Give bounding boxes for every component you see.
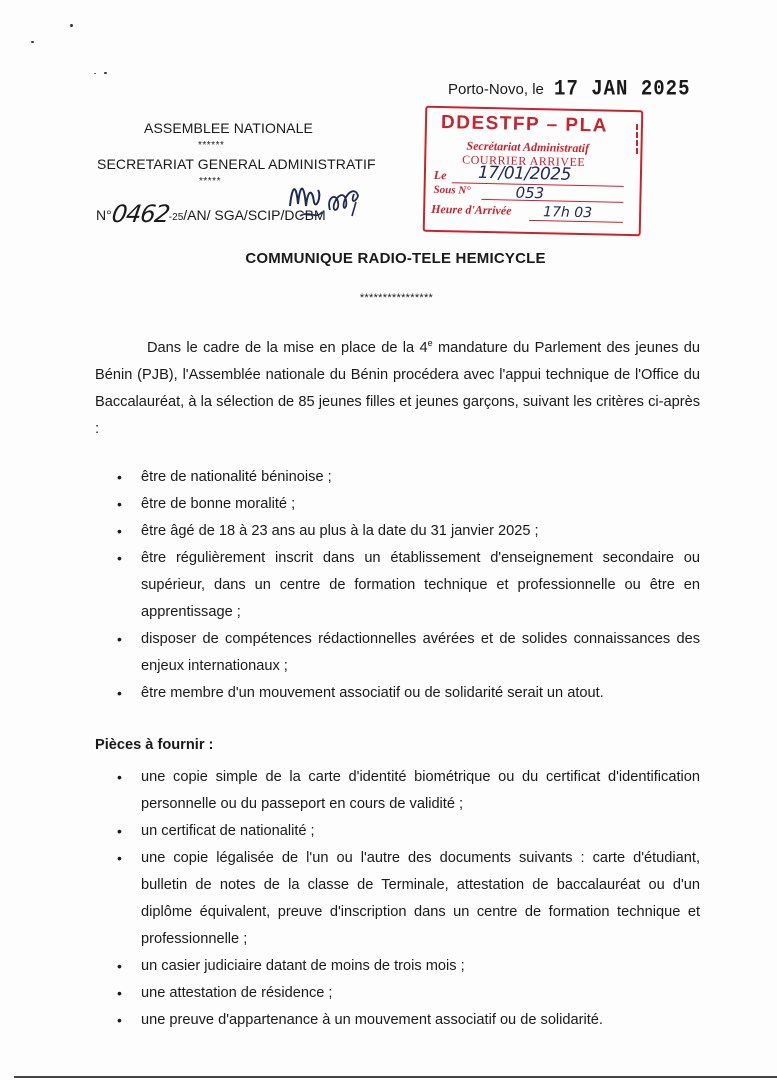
list-item: • une copie simple de la carte d'identité biométrique ou du certificat d'identification personnelle ou du passeport en cours de validité ;	[95, 764, 700, 818]
handwritten-initials	[282, 176, 378, 224]
reception-stamp	[423, 106, 644, 237]
ref-suffix: /AN/ SGA/SCIP/DCBM	[183, 207, 326, 223]
stamp-handwritten-number: 053	[515, 183, 545, 203]
intro-text-end: mandature du Parlement des jeunes du Bénin (PJB), l'Assemblée nationale du Bénin procédera avec l'appui technique de l'Office du Baccalauréat, à la sélection de 85 jeunes filles et jeunes garçons, suivant les critères ci-après :	[95, 339, 700, 437]
ref-handwritten-number: 0462	[109, 200, 171, 228]
page-bottom-edge	[14, 1076, 777, 1078]
scan-speck	[104, 72, 107, 74]
ref-prefix: N°	[96, 207, 112, 223]
stamp-handwritten-date: 17/01/2025	[477, 162, 572, 185]
stamp-edge-mark	[636, 124, 640, 154]
intro-text-start: Dans le cadre de la mise en place de la 4	[147, 339, 428, 356]
stamp-date-label: Le	[433, 167, 447, 183]
date-label: Porto-Novo, le	[448, 81, 544, 98]
list-item: • être de bonne moralité ;	[95, 491, 700, 518]
stamp-courrier: COURRIER ARRIVEE	[462, 152, 586, 170]
title-separator-stars: ****************	[359, 292, 434, 304]
document-title: COMMUNIQUE RADIO-TELE HEMICYCLE	[245, 250, 546, 267]
stamp-handwritten-time: 17h 03	[542, 204, 593, 222]
list-item: • être âgé de 18 à 23 ans au plus à la date du 31 janvier 2025 ;	[95, 518, 700, 545]
list-item: • disposer de compétences rédactionnelles avérées et de solides connaissances des enjeux internationaux ;	[95, 626, 700, 680]
stamp-number-rule	[481, 199, 623, 203]
stamp-title: DDESTFP – PLA	[440, 112, 609, 137]
list-item: • un casier judiciaire datant de moins de trois mois ;	[95, 953, 700, 980]
scan-speck	[94, 73, 96, 74]
secretariat-name: SECRETARIAT GENERAL ADMINISTRATIF	[97, 156, 376, 172]
stamp-number-label: Sous N°	[433, 183, 471, 197]
ref-year: -25	[168, 212, 184, 223]
org-stars: ******	[198, 140, 225, 151]
scan-speck	[31, 41, 34, 43]
intro-paragraph	[95, 330, 700, 443]
org-name: ASSEMBLEE NATIONALE	[144, 120, 313, 136]
stamped-date: 17 JAN 2025	[554, 76, 691, 102]
intro-ordinal: e	[427, 338, 433, 348]
pieces-list	[95, 764, 700, 1034]
list-item: • être régulièrement inscrit dans un établissement d'enseignement secondaire ou supérieur, dans un centre de formation technique et professionnelle ou être en apprentissage ;	[95, 545, 700, 626]
stamp-time-label: Heure d'Arrivée	[431, 201, 512, 218]
pieces-heading: Pièces à fournir :	[95, 737, 214, 753]
stamp-subtitle: Secrétariat Administratif	[466, 138, 590, 156]
criteria-list	[95, 464, 700, 707]
list-item: • une copie légalisée de l'un ou l'autre des documents suivants : carte d'étudiant, bulletin de notes de la classe de Terminale, attestation de baccalauréat ou d'un diplôme équivalent, preuve d'inscription dans un centre de formation technique et professionnelle ;	[95, 845, 700, 953]
list-item: • un certificat de nationalité ;	[95, 818, 700, 845]
list-item: • être membre d'un mouvement associatif ou de solidarité serait un atout.	[95, 680, 700, 707]
scan-speck	[70, 24, 73, 27]
list-item: • une preuve d'appartenance à un mouvement associatif ou de solidarité.	[95, 1007, 700, 1034]
date-line	[448, 78, 690, 100]
secretariat-stars: *****	[199, 176, 221, 187]
list-item: • être de nationalité béninoise ;	[95, 464, 700, 491]
list-item: • une attestation de résidence ;	[95, 980, 700, 1007]
